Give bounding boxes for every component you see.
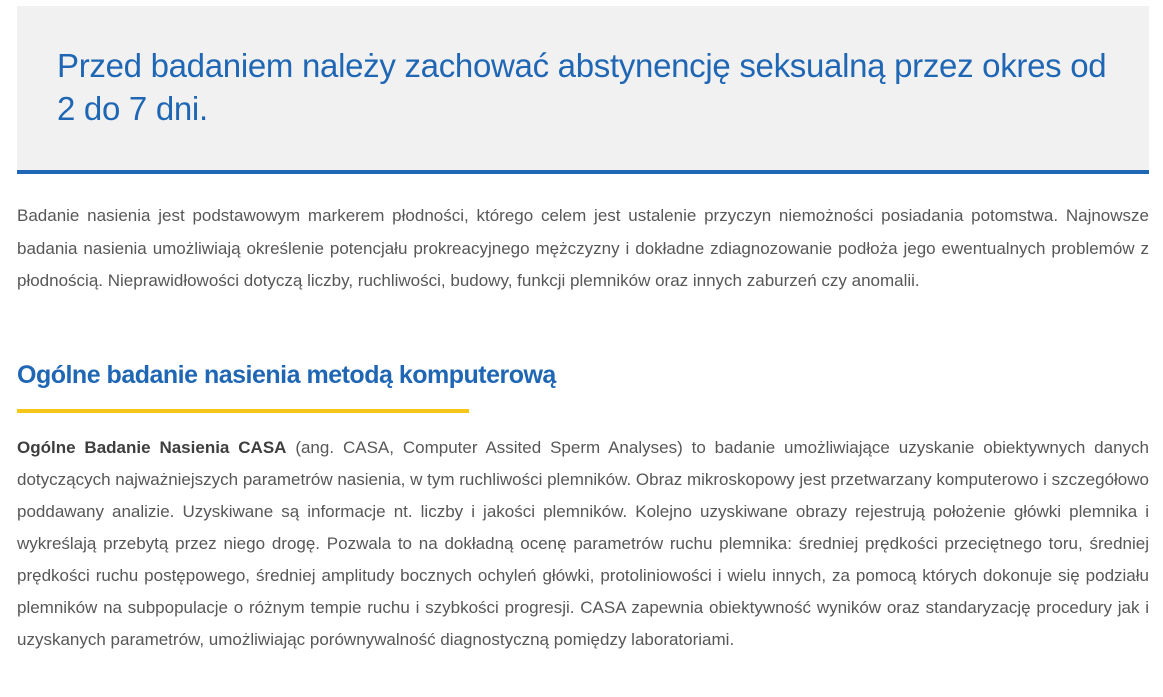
casa-term-bold: Ogólne Badanie Nasienia CASA [17, 438, 287, 457]
casa-description-text: (ang. CASA, Computer Assited Sperm Analyses) to badanie umożliwiające uzyskanie obiektywnych danych dotyczących najważniejszych parametrów nasienia, w tym ruchliwości plemników. Obraz mikroskopowy jest przetwarzany komputerowo i szczegółowo poddawany analizie. Uzyskiwane są informacje nt. liczby i jakości plemników. Kolejno uzyskiwane obrazy rejestrują położenie główki plemnika i wykreślają przebytą przez niego drogę. Pozwala to na dokładną ocenę parametrów ruchu plemnika: średniej prędkości przeciętnego toru, średniej prędkości ruchu postępowego, średniej amplitudy bocznych ochyleń główki, protoliniowości i wielu innych, za pomocą których dokonuje się podziału plemników na subpopulacje o różnym tempie ruchu i szybkości progresji. CASA zapewnia obiektywność wyników oraz standaryzację procedury jak i uzyskanych parametrów, umożliwiając porównywalność diagnostyczną pomiędzy laboratoriami. [17, 438, 1149, 649]
heading-underline-divider [17, 409, 469, 413]
abstinence-callout [17, 6, 1149, 174]
callout-text: Przed badaniem należy zachować abstynencję seksualną przez okres od 2 do 7 dni. [57, 47, 1107, 127]
casa-description-paragraph [17, 432, 1149, 656]
intro-paragraph: Badanie nasienia jest podstawowym markerem płodności, którego celem jest ustalenie przyczyn niemożności posiadania potomstwa. Najnowsze badania nasienia umożliwiają określenie potencjału prokreacyjnego mężczyzny i dokładne zdiagnozowanie podłoża jego ewentualnych problemów z płodnością. Nieprawidłowości dotyczą liczby, ruchliwości, budowy, funkcji plemników oraz innych zaburzeń czy anomalii. [17, 206, 1149, 290]
section-heading: Ogólne badanie nasienia metodą komputerową [17, 361, 556, 389]
